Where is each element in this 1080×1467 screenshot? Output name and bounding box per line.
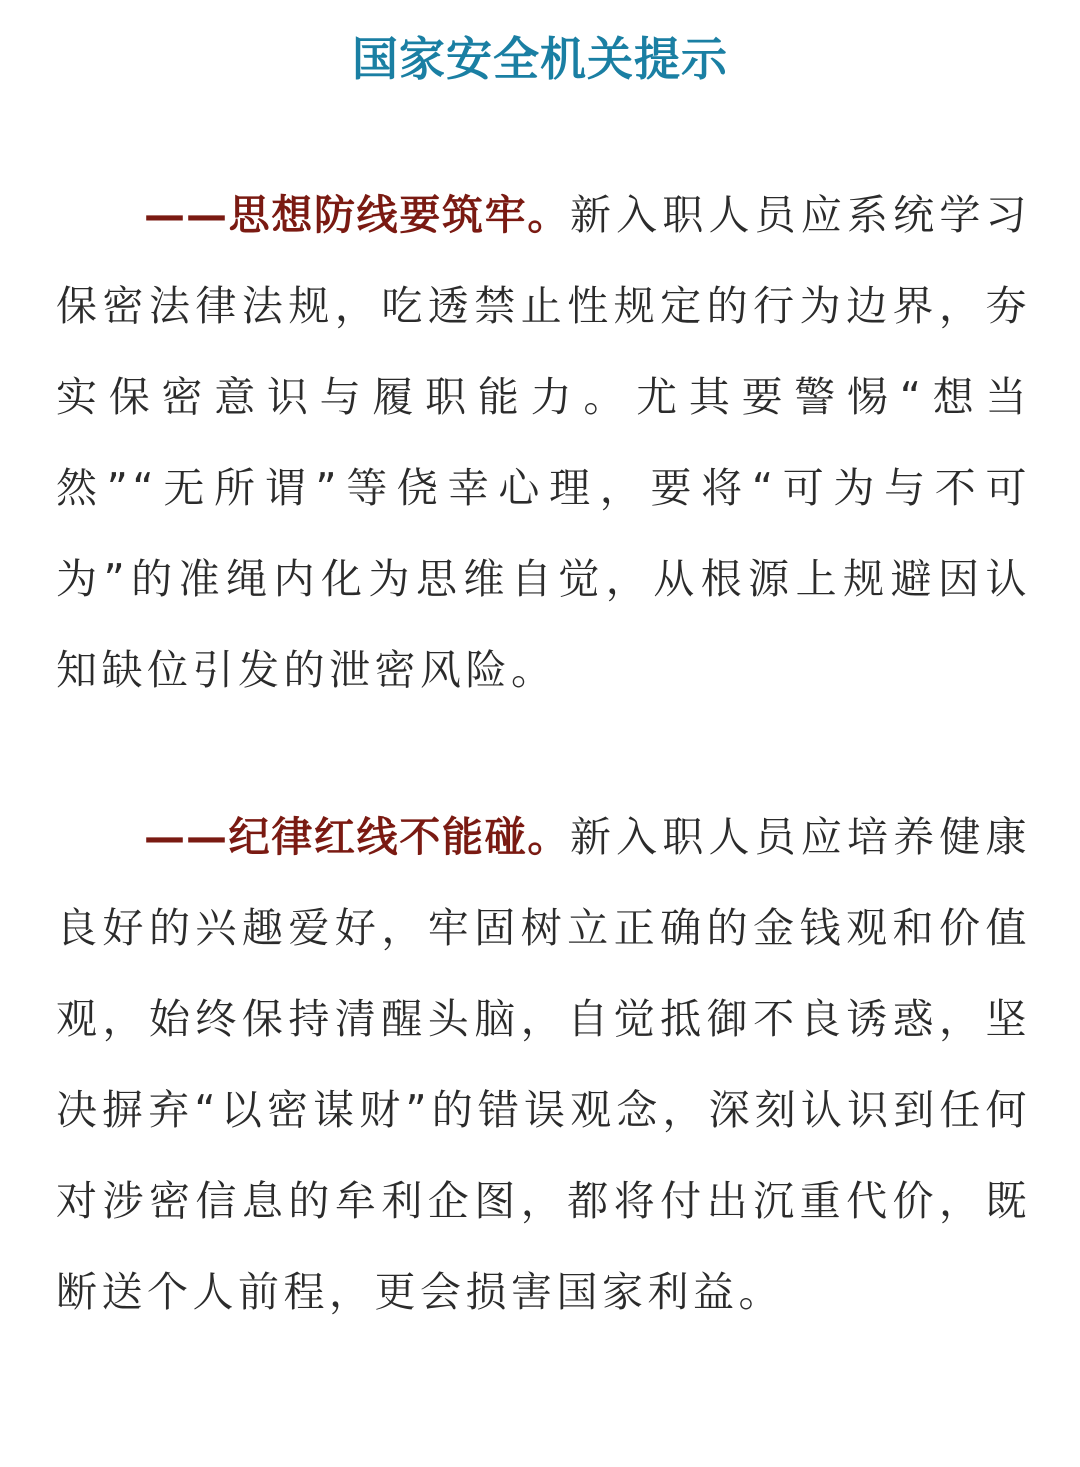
section-heading-1: ——思想防线要筑牢。 <box>144 191 570 239</box>
section-paragraph-2 <box>56 792 1031 1338</box>
section-heading-2: ——纪律红线不能碰。 <box>144 813 570 861</box>
section-body-2: 新入职人员应培养健康良好的兴趣爱好，牢固树立正确的金钱观和价值观，始终保持清醒头脑，自觉抵御不良诱惑，坚决摒弃“以密谋财”的错误观念，深刻认识到任何对涉密信息的牟利企图，都将付出沉重代价，既断送个人前程，更会损害国家利益。 <box>56 813 1031 1316</box>
section-body-1: 新入职人员应系统学习保密法律法规，吃透禁止性规定的行为边界，夯实保密意识与履职能力。尤其要警惕“想当然”“无所谓”等侥幸心理，要将“可为与不可为”的准绳内化为思维自觉，从根源上规避因认知缺位引发的泄密风险。 <box>56 191 1031 694</box>
section-paragraph-1 <box>56 170 1031 716</box>
page-title: 国家安全机关提示 <box>352 32 728 86</box>
